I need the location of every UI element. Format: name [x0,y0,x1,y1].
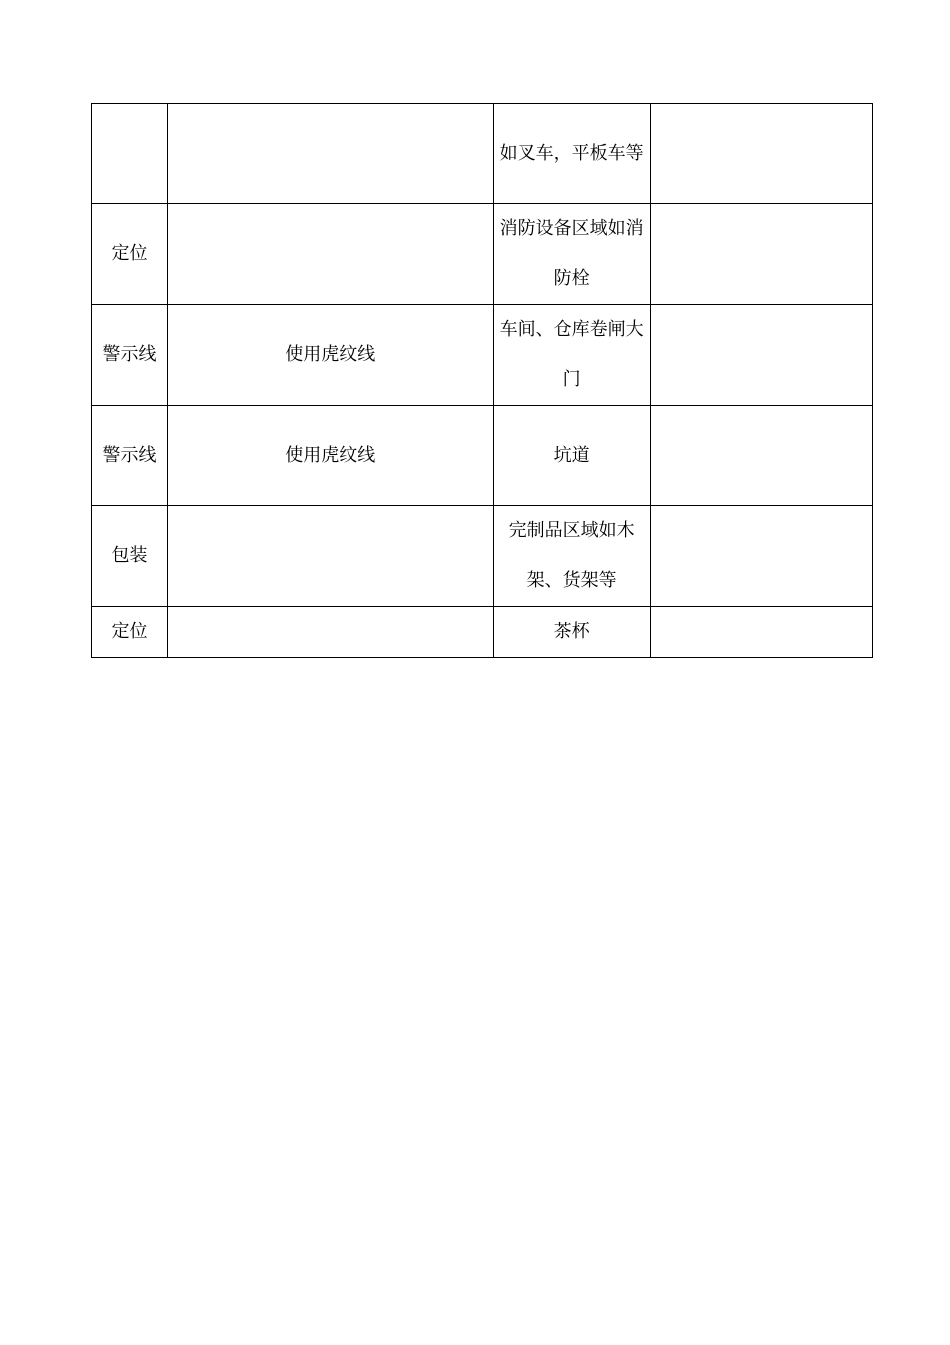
method-cell [168,204,493,305]
area-cell: 如叉车，平板车等 [493,104,650,204]
table-row [92,204,873,305]
table-row [92,506,873,607]
type-cell: 警示线 [92,406,168,506]
method-cell [168,607,493,658]
method-cell [168,104,493,204]
type-cell: 定位 [92,607,168,658]
method-cell: 使用虎纹线 [168,406,493,506]
area-cell: 消防设备区域如消防栓 [493,204,650,305]
table-row [92,607,873,658]
remark-cell [650,104,872,204]
remark-cell [650,305,872,406]
remark-cell [650,506,872,607]
area-cell: 茶杯 [493,607,650,658]
type-cell [92,104,168,204]
area-cell: 车间、仓库卷闸大门 [493,305,650,406]
remark-cell [650,204,872,305]
table-row [92,305,873,406]
remark-cell [650,406,872,506]
specification-table [91,103,873,658]
method-cell [168,506,493,607]
type-cell: 警示线 [92,305,168,406]
area-cell: 坑道 [493,406,650,506]
table-row [92,406,873,506]
table-row [92,104,873,204]
method-cell: 使用虎纹线 [168,305,493,406]
type-cell: 定位 [92,204,168,305]
area-cell: 完制品区域如木架、货架等 [493,506,650,607]
type-cell: 包装 [92,506,168,607]
remark-cell [650,607,872,658]
